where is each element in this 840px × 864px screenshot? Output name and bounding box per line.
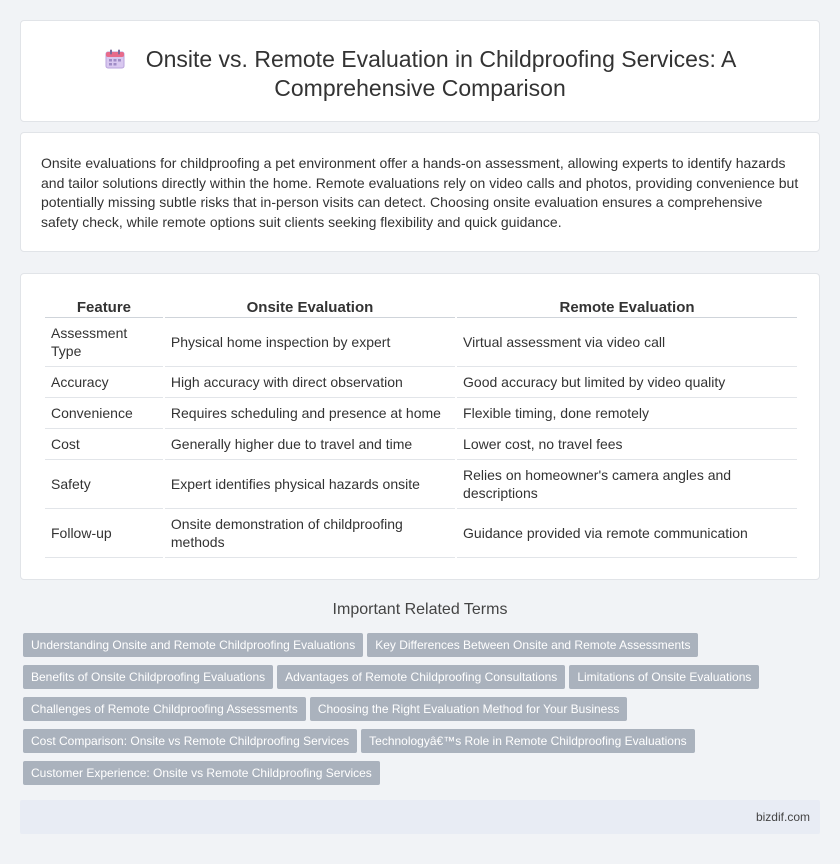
related-term-chip[interactable]: Choosing the Right Evaluation Method for Your Business bbox=[310, 697, 628, 721]
related-terms-title: Important Related Terms bbox=[332, 601, 508, 618]
header-remote: Remote Evaluation bbox=[457, 294, 797, 318]
related-term-chip[interactable]: Technologyâ€™s Role in Remote Childproofing Evaluations bbox=[361, 729, 695, 753]
related-term-chip[interactable]: Key Differences Between Onsite and Remote Assessments bbox=[367, 633, 698, 657]
comparison-card bbox=[20, 273, 820, 580]
feature-cell: Convenience bbox=[45, 398, 163, 429]
chip-row bbox=[23, 665, 823, 697]
related-term-chip[interactable]: Challenges of Remote Childproofing Assessments bbox=[23, 697, 306, 721]
related-term-chip[interactable]: Understanding Onsite and Remote Childproofing Evaluations bbox=[23, 633, 363, 657]
table-row bbox=[45, 398, 797, 429]
chip-row bbox=[23, 633, 823, 665]
intro-card bbox=[20, 132, 820, 252]
intro-paragraph: Onsite evaluations for childproofing a pet environment offer a hands-on assessment, allowing experts to identify hazards and tailor solutions directly within the home. Remote evaluations rely on video calls and photos, providing convenience but potentially missing subtle risks that in-person visits can detect. Choosing onsite evaluation ensures a comprehensive safety check, while remote options suit clients seeking flexibility and quick guidance. bbox=[41, 155, 799, 230]
remote-cell: Relies on homeowner's camera angles and descriptions bbox=[457, 460, 797, 509]
calendar-icon bbox=[104, 48, 126, 70]
related-term-chip[interactable]: Customer Experience: Onsite vs Remote Childproofing Services bbox=[23, 761, 380, 785]
table-row bbox=[45, 460, 797, 509]
feature-cell: Cost bbox=[45, 429, 163, 460]
feature-cell: Follow-up bbox=[45, 509, 163, 558]
comparison-table bbox=[43, 294, 799, 558]
footer bbox=[20, 800, 820, 834]
table-row bbox=[45, 429, 797, 460]
onsite-cell: Generally higher due to travel and time bbox=[165, 429, 455, 460]
table-row bbox=[45, 509, 797, 558]
feature-cell: Assessment Type bbox=[45, 318, 163, 367]
onsite-cell: Requires scheduling and presence at home bbox=[165, 398, 455, 429]
related-term-chip[interactable]: Limitations of Onsite Evaluations bbox=[569, 665, 759, 689]
remote-cell: Good accuracy but limited by video quality bbox=[457, 367, 797, 398]
related-term-chip[interactable]: Advantages of Remote Childproofing Consultations bbox=[277, 665, 565, 689]
feature-cell: Safety bbox=[45, 460, 163, 509]
onsite-cell: Onsite demonstration of childproofing methods bbox=[165, 509, 455, 558]
page-title-wrap bbox=[21, 45, 819, 103]
table-header-row bbox=[45, 294, 797, 318]
chip-row bbox=[23, 697, 823, 729]
chip-row bbox=[23, 761, 823, 793]
related-terms-list bbox=[23, 633, 823, 793]
remote-cell: Virtual assessment via video call bbox=[457, 318, 797, 367]
page-title: Onsite vs. Remote Evaluation in Childproofing Services: A Comprehensive Comparison bbox=[145, 46, 737, 101]
chip-row bbox=[23, 729, 823, 761]
onsite-cell: Expert identifies physical hazards onsite bbox=[165, 460, 455, 509]
title-card bbox=[20, 20, 820, 122]
onsite-cell: Physical home inspection by expert bbox=[165, 318, 455, 367]
feature-cell: Accuracy bbox=[45, 367, 163, 398]
onsite-cell: High accuracy with direct observation bbox=[165, 367, 455, 398]
footer-brand[interactable]: bizdif.com bbox=[755, 810, 810, 824]
table-row bbox=[45, 367, 797, 398]
header-onsite: Onsite Evaluation bbox=[165, 294, 455, 318]
remote-cell: Flexible timing, done remotely bbox=[457, 398, 797, 429]
related-term-chip[interactable]: Cost Comparison: Onsite vs Remote Childproofing Services bbox=[23, 729, 357, 753]
remote-cell: Guidance provided via remote communication bbox=[457, 509, 797, 558]
table-row bbox=[45, 318, 797, 367]
remote-cell: Lower cost, no travel fees bbox=[457, 429, 797, 460]
related-term-chip[interactable]: Benefits of Onsite Childproofing Evaluations bbox=[23, 665, 273, 689]
header-feature: Feature bbox=[45, 294, 163, 318]
